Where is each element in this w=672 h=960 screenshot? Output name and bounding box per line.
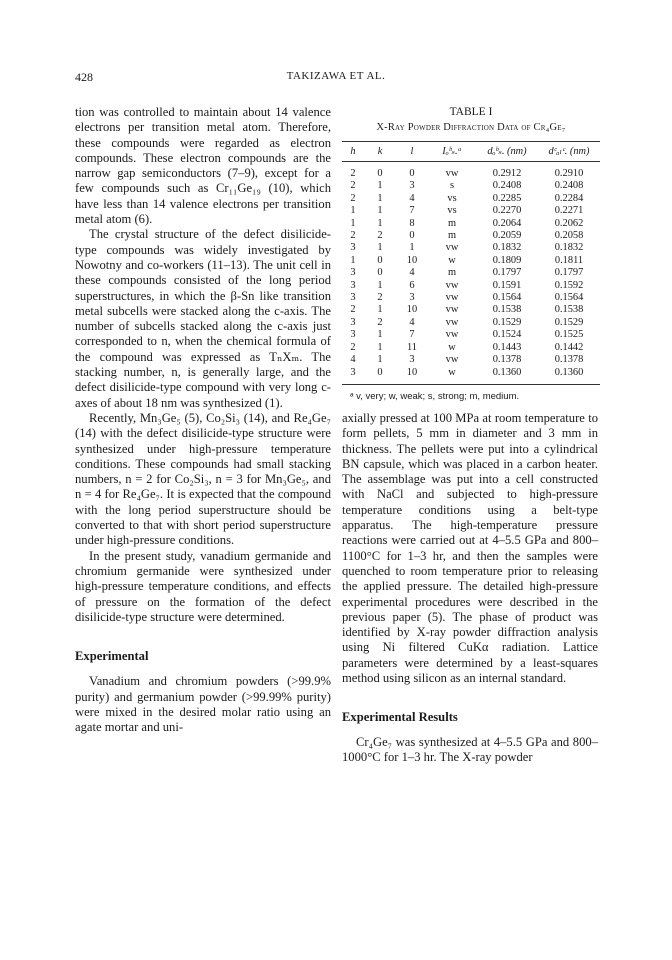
table-cell: vs (447, 205, 457, 217)
table-cell: 10 (406, 254, 418, 266)
table-cell: 0.1811 (554, 254, 584, 266)
table-row (342, 354, 600, 366)
table-cell: 1 (350, 217, 356, 229)
table-cell: 0.2284 (554, 192, 584, 204)
table-cell: w (428, 367, 476, 385)
table-cell: 11 (406, 341, 417, 353)
table-cell: vw (445, 168, 459, 179)
table-row (342, 205, 600, 217)
table-cell: 2 (377, 292, 383, 304)
table-cell: 1 (377, 205, 383, 217)
paragraph: Vanadium and chromium powders (>99.9% purity) and germanium powder (>99.99% purity) were mixed in the desired molar ratio using an agate mortar and uni- (75, 674, 331, 735)
table-cell: 0.1564 (554, 292, 584, 304)
table-cell: 3 (350, 292, 356, 304)
table-row (342, 367, 600, 385)
table-cell: 2 (377, 316, 383, 328)
header-intensity: Iₒᵇₛ.ᵃ (428, 142, 476, 162)
table-cell: 4 (350, 354, 356, 366)
table-cell: 10 (406, 304, 418, 316)
table-cell: 3 (409, 292, 415, 304)
table-cell: m (447, 230, 457, 242)
table-row (342, 342, 600, 354)
table-cell: 0.1529 (554, 316, 584, 328)
paragraph: Cr₄Ge₇ was synthesized at 4–5.5 GPa and 800–1000°C for 1–3 hr. The X-ray powder (342, 734, 598, 764)
table-cell: 0.2408 (492, 180, 522, 192)
header-h: h (342, 142, 364, 162)
table-cell: 0.1529 (492, 316, 522, 328)
table-row (342, 242, 600, 254)
section-heading-results: Experimental Results (342, 710, 458, 725)
table-cell: 0.1591 (492, 279, 522, 291)
table-cell: 1 (377, 304, 383, 316)
table-cell: 0.1443 (492, 341, 522, 353)
table-cell: 0.1360 (538, 367, 600, 385)
paragraph: In the present study, vanadium germanide and chromium germanide were synthesized under high-pressure temperature conditions, and effects of pressure on the formation of the defect disilicide-type structure were determined. (75, 548, 331, 624)
header-d-obs: dₒᵇₛ. (nm) (476, 142, 538, 162)
table-cell: 0.2270 (492, 205, 522, 217)
table-cell: 2 (350, 180, 356, 192)
table-cell: 3 (350, 267, 356, 279)
table-cell: 2 (350, 168, 356, 179)
table-cell: 0.1809 (492, 254, 522, 266)
table-cell: 3 (350, 316, 356, 328)
table-cell: vw (445, 329, 459, 341)
table-cell: 0.1592 (554, 279, 584, 291)
table-cell: 0.1832 (492, 242, 522, 254)
table-row (342, 292, 600, 304)
table-cell: 1 (350, 205, 356, 217)
table-cell: 3 (350, 242, 356, 254)
table-cell: 10 (396, 367, 428, 385)
table-cell: 0.2408 (554, 180, 584, 192)
table-label: TABLE I (449, 106, 493, 118)
table-cell: m (447, 217, 457, 229)
table-cell: 2 (377, 230, 383, 242)
left-column (75, 105, 331, 736)
table-row (342, 180, 600, 192)
table-title: X-Ray Powder Diffraction Data of Cr₄Ge₇ (376, 122, 566, 133)
table-cell: 2 (350, 341, 356, 353)
table-row (342, 317, 600, 329)
table-block (342, 105, 600, 402)
table-cell: 1 (377, 354, 383, 366)
table-cell: 7 (409, 329, 415, 341)
table-cell: 7 (409, 205, 415, 217)
table-cell: 0.2271 (554, 205, 584, 217)
paragraph: axially pressed at 100 MPa at room temperature to form pellets, 5 mm in diameter and 3 mm in thickness. The pellets were put into a cylindrical BN capsule, which was placed in a carbon heater. The assemblage was put into a cell constructed with NaCl and subjected to high-pressure temperature conditions using a belt-type apparatus. The high-temperature pressure reactions were carried out at 4–5.5 GPa and 800–1100°C for 1–3 hr, and then the samples were quenched to room temperature prior to releasing the applied pressure. The detailed high-pressure experimental procedures were described in the previous paper (5). The phase of product was identified by X-ray powder diffraction analysis using Ni filtered CuKα radiation. Lattice parameters were determined by a least-squares method using silicon as an internal standard. (342, 411, 598, 686)
table-cell: 0.2912 (492, 168, 522, 179)
table-cell: 8 (409, 217, 415, 229)
table-cell: 0.2062 (554, 217, 584, 229)
table-cell: 0.1360 (476, 367, 538, 385)
table-cell: m (447, 267, 457, 279)
table-cell: 0 (364, 367, 396, 385)
table-cell: 0 (409, 168, 415, 179)
table-cell: 6 (409, 279, 415, 291)
table-cell: w (448, 341, 456, 353)
table-cell: 0.1378 (492, 354, 522, 366)
table-cell: vw (445, 279, 459, 291)
table-row (342, 329, 600, 341)
table-cell: vw (445, 292, 459, 304)
table-row (342, 162, 600, 181)
table-cell: 3 (350, 329, 356, 341)
table-cell: s (449, 180, 455, 192)
section-heading-experimental: Experimental (75, 649, 149, 664)
table-cell: vs (447, 192, 457, 204)
page-number: 428 (75, 70, 93, 84)
table-cell: vw (445, 316, 459, 328)
table-cell: 0 (409, 230, 415, 242)
running-head: TAKIZAWA ET AL. (286, 70, 386, 82)
table-cell: 1 (377, 192, 383, 204)
table-cell: 1 (377, 242, 383, 254)
table-cell: 3 (409, 180, 415, 192)
table-row (342, 230, 600, 242)
diffraction-table (342, 141, 600, 385)
table-cell: 2 (350, 230, 356, 242)
table-cell: 0.2058 (554, 230, 584, 242)
header-k: k (364, 142, 396, 162)
paragraph: The crystal structure of the defect disilicide-type compounds was widely investigated by Nowotny and co-workers (11–13). The unit cell in these compounds consisted of the long period superstructures, in which the β-Sn like transition metal subcells were stacked along the c-axis. The number of subcells stacked along the c-axis just corresponded to n, when the chemical formula of the compound was expressed as TₙXₘ. The stacking number, n, is generally large, and the defect disilicide-type compound with very long c-axes of about 18 nm was synthesized (1). (75, 227, 331, 410)
paragraph: tion was controlled to maintain about 14 valence electrons per transition metal atom. Therefore, these compounds were regarded as electron compounds. These electron compounds are the narrow gap semiconductors (7–9), except for a few compounds such as Cr₁₁Ge₁₉ (10), which have less than 14 valence electrons per transition metal atom (6). (75, 105, 331, 227)
table-cell: 0.1797 (554, 267, 584, 279)
table-cell: 3 (409, 354, 415, 366)
table-cell: 0.2064 (492, 217, 522, 229)
table-row (342, 280, 600, 292)
table-cell: 1 (350, 254, 356, 266)
table-cell: 1 (377, 279, 383, 291)
table-cell: 0.1442 (554, 341, 584, 353)
paragraph: Recently, Mn₃Ge₅ (5), Co₂Si₃ (14), and Re₄Ge₇ (14) with the defect disilicide-type structure were synthesized under high-pressure temperature conditions. These compounds had small stacking numbers, n = 2 for Co₂Si₃, n = 3 for Mn₃Ge₅, and n = 4 for Re₄Ge₇. It is expected that the compound with the long period superstructure should be converted to that with short period superstructure under high-pressure conditions. (75, 410, 331, 548)
table-cell: 1 (409, 242, 415, 254)
table-cell: 2 (350, 192, 356, 204)
table-cell: vw (445, 354, 459, 366)
right-column (342, 411, 598, 765)
table-cell: 0.1538 (492, 304, 522, 316)
table-cell: 0.2285 (492, 192, 522, 204)
table-cell: 0.1797 (492, 267, 522, 279)
table-cell: 0.1538 (554, 304, 584, 316)
table-cell: vw (445, 242, 459, 254)
table-header-row (342, 142, 600, 162)
table-cell: 4 (409, 316, 415, 328)
table-cell: 4 (409, 267, 415, 279)
table-row (342, 267, 600, 279)
table-cell: 3 (350, 279, 356, 291)
table-cell: 1 (377, 217, 383, 229)
table-row (342, 255, 600, 267)
table-cell: 0 (377, 267, 383, 279)
table-cell: 0 (377, 168, 383, 179)
table-row (342, 218, 600, 230)
table-cell: vw (445, 304, 459, 316)
table-cell: w (448, 254, 456, 266)
table-cell: 2 (350, 304, 356, 316)
table-cell: 1 (377, 341, 383, 353)
table-cell: 3 (342, 367, 364, 385)
table-cell: 0.2059 (492, 230, 522, 242)
table-cell: 0.1525 (554, 329, 584, 341)
header-d-calc: dᶜₐₗᶜ. (nm) (538, 142, 600, 162)
table-cell: 0.1524 (492, 329, 522, 341)
table-row (342, 304, 600, 316)
table-cell: 0.2910 (554, 168, 584, 179)
header-l: l (396, 142, 428, 162)
table-footnote: ᵃ v, very; w, weak; s, strong; m, medium. (350, 390, 520, 402)
table-row (342, 193, 600, 205)
table-cell: 0.1564 (492, 292, 522, 304)
table-cell: 0 (377, 254, 383, 266)
table-cell: 1 (377, 329, 383, 341)
table-cell: 1 (377, 180, 383, 192)
table-cell: 0.1378 (554, 354, 584, 366)
table-cell: 4 (409, 192, 415, 204)
table-cell: 0.1832 (554, 242, 584, 254)
